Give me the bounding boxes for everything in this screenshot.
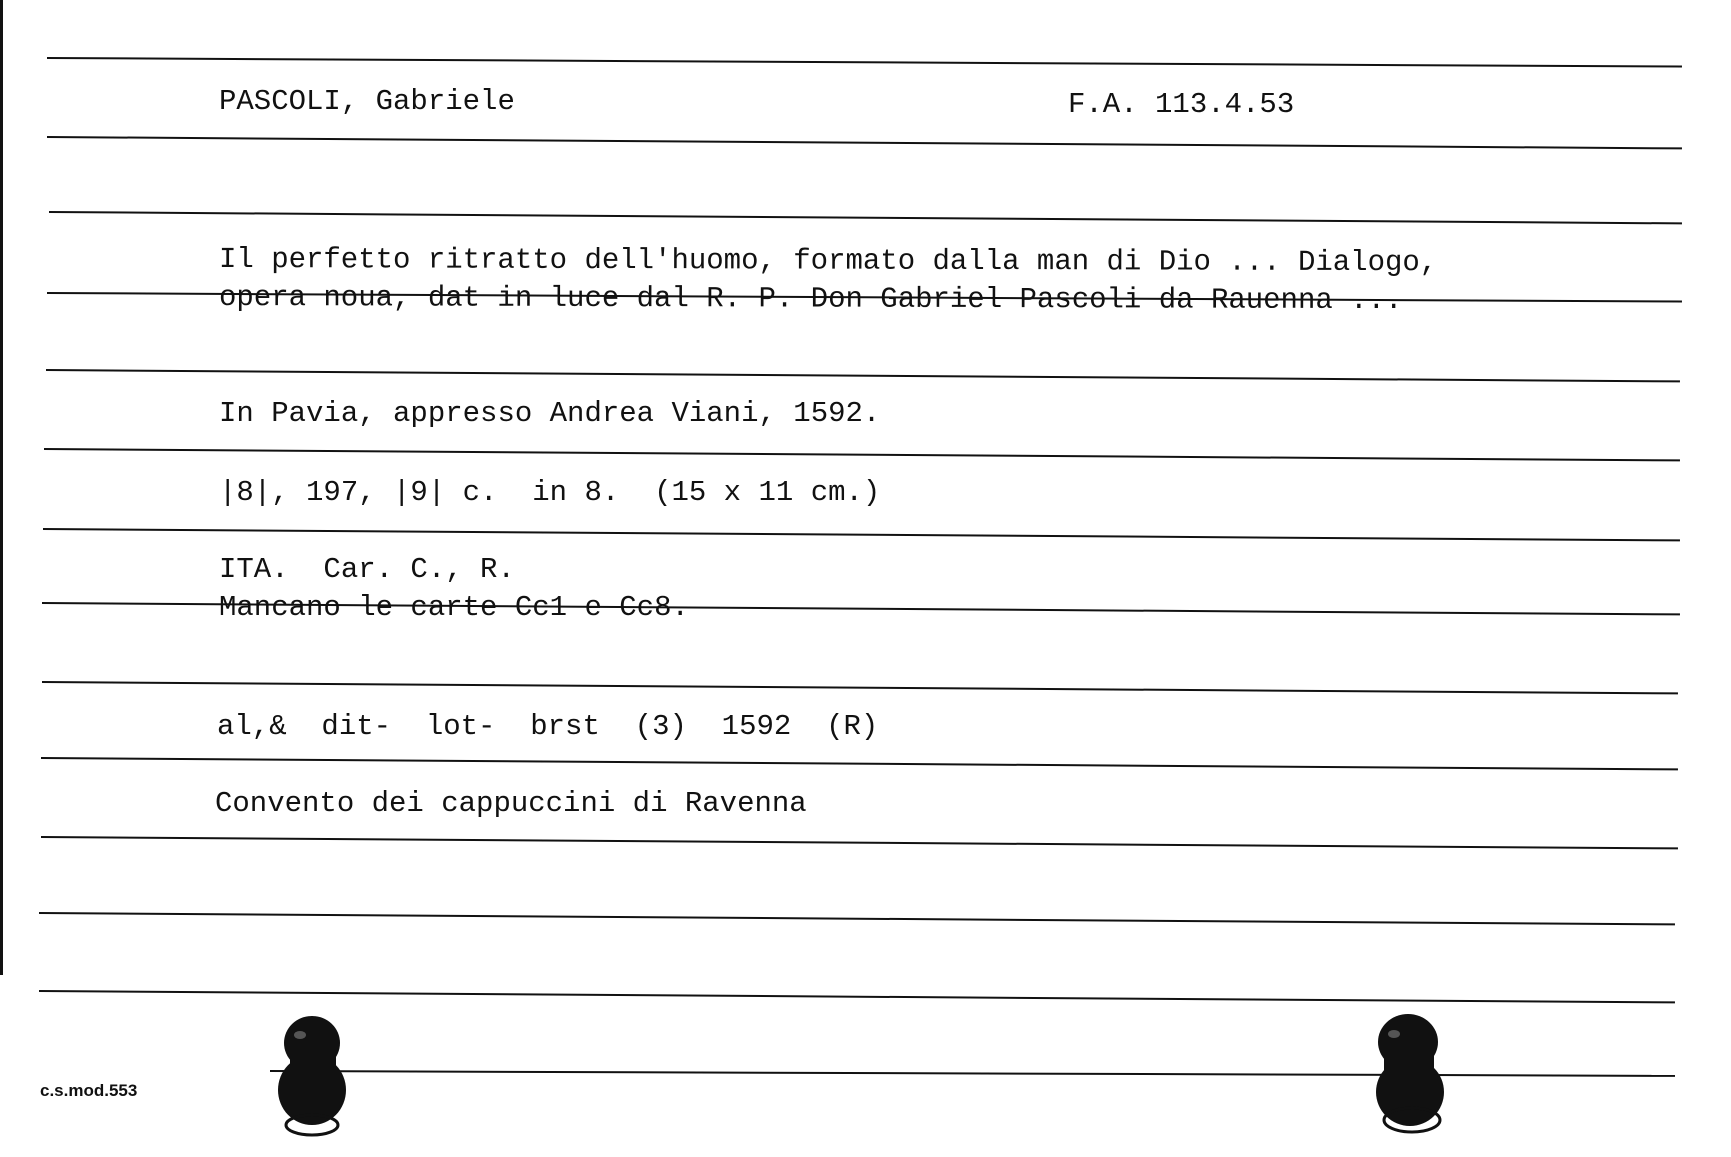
provenance: Convento dei cappuccini di Ravenna: [215, 787, 807, 820]
rule-line: [270, 1070, 1675, 1077]
rule-line: [44, 448, 1680, 461]
rule-line: [47, 136, 1682, 149]
fingerprint: al,& dit- lot- brst (3) 1592 (R): [217, 710, 879, 743]
rule-line: [47, 57, 1682, 68]
collation: |8|, 197, |9| c. in 8. (15 x 11 cm.): [219, 476, 881, 509]
rule-line: [46, 369, 1680, 382]
rule-line: [43, 528, 1680, 541]
author-heading: PASCOLI, Gabriele: [219, 85, 515, 118]
title-line-2: opera noua, dat in luce dal R. P. Don Gabriel Pascoli da Rauenna ...: [218, 281, 1403, 318]
form-code: c.s.mod.553: [40, 1081, 138, 1100]
shelfmark: F.A. 113.4.53: [1068, 88, 1295, 121]
title-line-1: Il perfetto ritratto dell'huomo, formato dalla man di Dio ... Dialogo,: [218, 243, 1438, 280]
notes-line-2: Mancano le carte Cc1 e Cc8.: [219, 591, 689, 624]
rule-line: [41, 757, 1678, 770]
rule-line: [39, 912, 1675, 925]
rule-line: [49, 211, 1682, 224]
notes-line-1: ITA. Car. C., R.: [219, 553, 515, 586]
card-left-edge: [0, 0, 3, 975]
imprint: In Pavia, appresso Andrea Viani, 1592.: [219, 397, 881, 430]
rule-line: [42, 681, 1678, 694]
rule-line: [41, 836, 1678, 849]
binder-hole-left-icon: [272, 1015, 362, 1140]
rule-line: [39, 990, 1675, 1003]
binder-hole-right-icon: [1368, 1012, 1458, 1137]
